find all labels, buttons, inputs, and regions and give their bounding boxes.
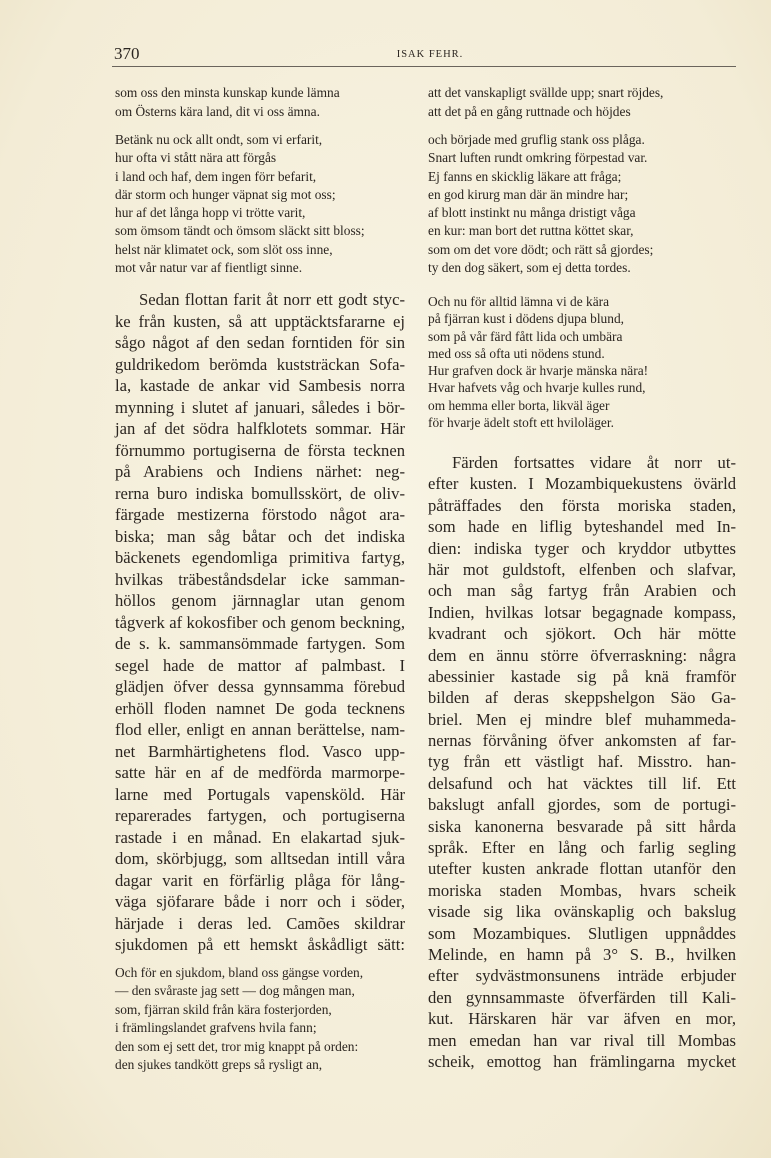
verse-line: helst när klimatet ock, som slöt oss inne, — [115, 241, 333, 257]
verse-line: och började med gruflig stank oss plåga. — [428, 132, 645, 147]
verse-line: som, fjärran skild från kära fosterjorden, — [115, 1001, 332, 1017]
prose-line: moriska staden Mombas, hvars scheik — [428, 880, 736, 900]
verse-line: som oss den minsta kunskap kunde lämna — [115, 85, 340, 100]
prose-line: och man såg fartyg från Arabien och — [428, 581, 736, 601]
prose-line: kvadrant och sjökort. Och här mötte — [428, 624, 736, 644]
prose-line: förnummo portugiserna de första tecknen — [115, 440, 405, 460]
verse-line: som om det vore dödt; och rätt så gjordes; — [428, 241, 654, 257]
prose-line: flod eller, enligt en annan berättelse, nam- — [115, 720, 405, 739]
verse-line: Hur grafven dock är hvarje mänska nära! — [428, 363, 649, 379]
prose-line: tågverk af kokosfiber och genom beckning, — [115, 612, 405, 632]
prose-line: la, kastade de ankar vid Sambesis norra — [115, 376, 405, 395]
header-rule — [112, 66, 736, 67]
verse-line: Och för en sjukdom, bland oss gängse vorden, — [115, 965, 364, 980]
prose-line: Sedan flottan farit åt norr ett godt styc- — [139, 290, 405, 309]
verse-line: Betänk nu ock allt ondt, som vi erfarit, — [115, 132, 323, 147]
verse-line: för hvarje ädelt stoft ett hviloläger. — [428, 415, 614, 431]
prose-line: tyg från ett västligt haf. Misstro. han- — [428, 752, 736, 772]
verse-line: Ej fanns en skicklig läkare att fråga; — [428, 168, 622, 184]
prose-line: rastade i en månad. En elakartad sjuk- — [115, 827, 405, 847]
prose-line: som hade en liflig byteshandel med In- — [428, 517, 736, 537]
verse-line: Och nu för alltid lämna vi de kära — [428, 294, 610, 309]
prose-line: väga sjöfarare både i norr och i söder, — [115, 892, 405, 911]
verse-line: där storm och hunger väpnat sig mot oss; — [115, 186, 336, 202]
prose-line: utefter kusten ankrade flottan utanför den — [428, 859, 736, 879]
prose-line: Färden fortsattes vidare åt norr ut- — [452, 453, 736, 472]
prose-line: delsafund och hat väcktes till lif. Ett — [428, 773, 736, 793]
prose-line: bakslugt anfall gjordes, som de portugi- — [428, 795, 736, 815]
prose-line: jan af det södra halfklotets sommar. Här — [115, 419, 405, 438]
left-verse-2 — [115, 131, 410, 277]
prose-line: rerna buro indiska bomullsskört, de oliv- — [115, 483, 405, 503]
verse-line: Hvar hafvets våg och hvarje kulles rund, — [428, 380, 646, 396]
prose-line: dom, skörbjugg, som alltsedan intill våra — [115, 849, 405, 868]
prose-line: den gynnsammaste öfverfärden till Kali- — [428, 987, 736, 1007]
verse-line: mot vår natur var af fientligt sinne. — [115, 260, 303, 276]
right-verse-1 — [428, 83, 738, 121]
left-verse-3 — [115, 964, 410, 1074]
prose-line: satte här en af de medförda marmorpe- — [115, 763, 405, 782]
prose-line: siska kanonerna besvarade på sitt hårda — [428, 816, 736, 836]
prose-line: Melinde, en hamn på 3° S. B., hvilken — [428, 944, 736, 964]
prose-line: dien: indiska tyger och kryddor utbyttes — [428, 538, 736, 558]
right-verse-2 — [428, 131, 738, 277]
prose-line: nernas förvåning öfver ankomsten af far- — [428, 731, 736, 751]
prose-line: abessinier kastade sig på knä framför — [428, 666, 736, 686]
verse-line: den som ej sett det, tror mig knappt på orden: — [115, 1038, 359, 1054]
verse-line: att det vanskapligt svällde upp; snart röjdes, — [428, 85, 664, 100]
verse-line: med oss så ofta uti nödens stund. — [428, 345, 605, 361]
running-title: ISAK FEHR. — [396, 49, 464, 60]
verse-line: om Österns kära land, dit vi oss ämna. — [115, 104, 320, 119]
verse-line: i land och haf, dem ingen förr befarit, — [115, 168, 317, 184]
prose-line: hvilkas träbeståndsdelar icke samman- — [115, 569, 405, 589]
prose-line: bäckenets egendomliga primitiva fartyg, — [115, 548, 405, 567]
prose-line: men emedan han var rival till Mombas — [428, 1030, 736, 1050]
prose-line: språk. Efter en lång och farlig segling — [428, 838, 736, 858]
left-verse-1 — [115, 83, 410, 121]
prose-line: erhöll floden namnet De goda tecknens — [115, 698, 405, 718]
right-verse-3 — [428, 293, 738, 431]
prose-line: glädjen öfver dessa gynnsamma förebud — [115, 677, 405, 696]
verse-line: ty den dog säkert, som ej detta tordes. — [428, 260, 631, 276]
verse-line: hur ofta vi stått nära att förgås — [115, 150, 277, 166]
verse-line: en kur: man bort det ruttna köttet skar, — [428, 223, 634, 239]
prose-line: biska; man såg båtar och det indiska — [115, 526, 405, 546]
prose-line: bilden af deras skeppshelgon Säo Ga- — [428, 688, 736, 708]
left-prose — [115, 289, 405, 956]
prose-line: segel hade de mattor af palmbast. I — [115, 655, 405, 675]
right-prose — [428, 452, 736, 1072]
prose-line: larne med Portugals vapensköld. Här — [115, 784, 405, 804]
prose-line: färgade mestizerna förstodo något ara- — [115, 505, 405, 524]
prose-line: sågo något af den sedan forntiden för sin — [115, 333, 405, 352]
prose-line: efter kusten. I Mozambiquekustens övärld — [428, 474, 736, 494]
prose-line: visade sig lika ovänskaplig och bakslug — [428, 902, 736, 922]
prose-line: mynning i slutet af januari, således i bör- — [115, 397, 405, 417]
prose-line: som Mozambiques. Slutligen uppnåddes — [428, 923, 736, 943]
verse-line: den sjukes tandkött greps så rysligt an, — [115, 1056, 323, 1072]
prose-line: härjade i deras led. Camões skildrar — [115, 913, 405, 933]
verse-line: på fjärran kust i dödens djupa blund, — [428, 311, 624, 327]
prose-line: sjukdomen på ett hemskt åskådligt sätt: — [115, 935, 405, 954]
prose-line: på Arabiens och Indiens närhet: neg- — [115, 462, 405, 481]
verse-line: i främlingslandet grafvens hvila fann; — [115, 1020, 317, 1036]
prose-line: briel. Men ej mindre blef muhammeda- — [428, 709, 736, 729]
prose-line: dem en ännu större öfverraskning: några — [428, 645, 736, 665]
verse-line: Snart luften rundt omkring förpestad var. — [428, 150, 648, 166]
prose-line: efter sydvästmonsunens inträde erbjuder — [428, 966, 736, 986]
verse-line: som på vår färd fått lida och umbära — [428, 328, 623, 344]
verse-line: som ömsom tändt och ömsom släckt sitt bloss; — [115, 223, 365, 239]
prose-line: ke från kusten, så att upptäcktsfararne ej — [115, 311, 405, 331]
prose-line: guldrikedom berömda kuststräckan Sofa- — [115, 354, 405, 374]
prose-line: reparerades fartygen, och portugiserna — [115, 806, 405, 825]
verse-line: om hemma eller borta, likväl äger — [428, 397, 610, 413]
prose-line: net Barmhärtighetens flod. Vasco upp- — [115, 741, 405, 761]
prose-line: Indien, hvilkas lotsar begagnade kompass, — [428, 602, 736, 622]
verse-line: — den svåraste jag sett — dog mången man, — [115, 983, 355, 999]
verse-line: hur af det långa hopp vi trötte varit, — [115, 205, 306, 221]
verse-line: af blott instinkt nu många dristigt våga — [428, 205, 636, 221]
verse-line: att det på en gång ruttnade och höjdes — [428, 104, 631, 119]
prose-line: här mot guldstoft, elfenben och slafvar, — [428, 559, 736, 579]
verse-line: en god kirurg man där än mindre har; — [428, 186, 629, 202]
prose-line: höllos genom järnnaglar utan genom — [115, 591, 405, 610]
prose-line: de s. k. sammansömmade fartygen. Som — [115, 634, 405, 653]
prose-line: dagar varit en förfärlig plåga för lång- — [115, 870, 405, 890]
prose-line: scheik, emottog han främlingarna mycket — [428, 1051, 736, 1071]
page-number: 370 — [114, 44, 140, 63]
prose-line: påträffades den första moriska staden, — [428, 495, 736, 515]
prose-line: kut. Härskaren här var äfven en mor, — [428, 1009, 736, 1029]
